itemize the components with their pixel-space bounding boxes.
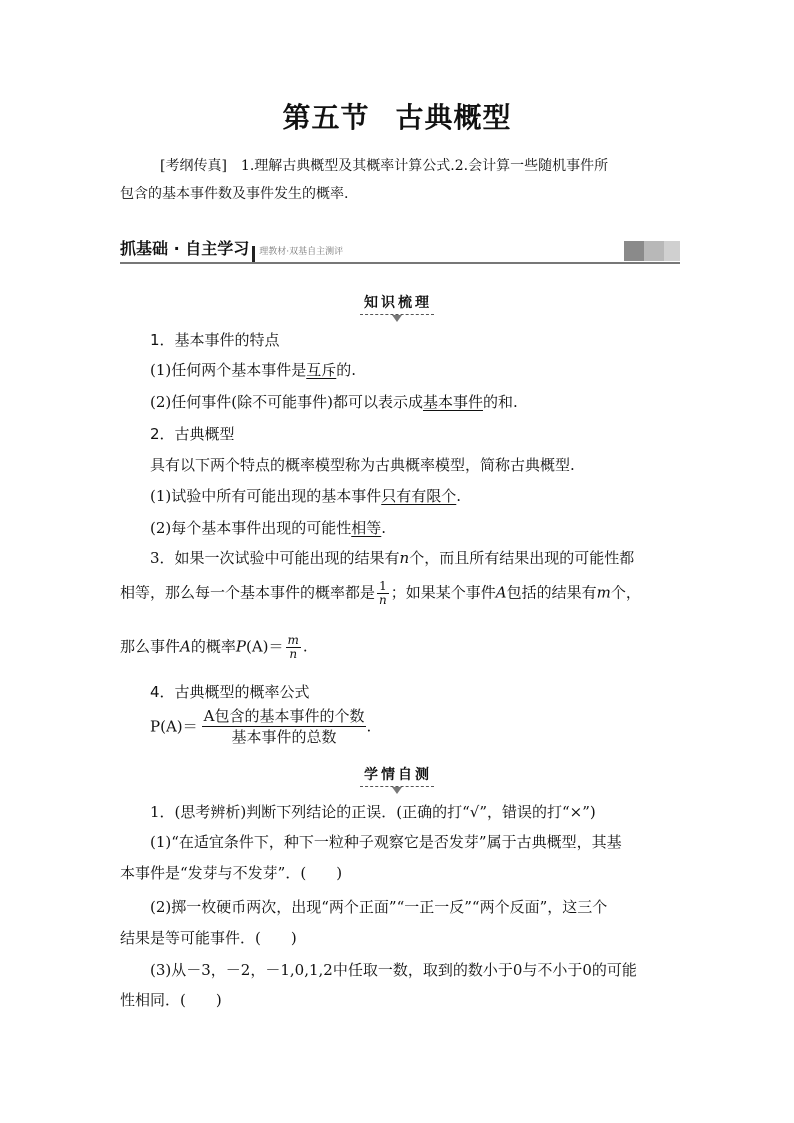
- banner-divider: [252, 246, 255, 262]
- item-3-line-1: 3．如果一次试验中可能出现的结果有n个，而且所有结果出现的可能性都: [150, 549, 635, 567]
- question-1-3-line-1: (3)从－3，－2，－1,0,1,2中任取一数，取到的数小于0与不小于0的可能: [150, 961, 637, 979]
- fraction-one-over-n: $\frac{1}{n}$: [379, 579, 387, 607]
- item-2-1: (1)试验中所有可能出现的基本事件只有有限个.: [150, 487, 462, 505]
- banner-title: 抓基础 · 自主学习: [120, 239, 250, 258]
- section-heading-selftest: 学情自测: [0, 764, 794, 787]
- heading-marker-icon: [392, 315, 402, 322]
- banner-decoration: [624, 241, 680, 261]
- question-1-2-line-2: 结果是等可能事件．( ): [120, 929, 297, 947]
- item-2-intro: 具有以下两个特点的概率模型称为古典概率模型，简称古典概型.: [150, 456, 575, 474]
- item-heading-4: 4．古典概型的概率公式: [150, 683, 310, 701]
- question-1-1-line-1: (1)“在适宜条件下，种下一粒种子观察它是否发芽”属于古典概型，其基: [150, 833, 622, 851]
- item-3-line-2: 相等，那么每一个基本事件的概率都是 $\frac{1}{n}$ ；如果某个事件A包括的结果有m个，: [120, 579, 641, 607]
- question-1-3-line-2: 性相同．( ): [120, 991, 222, 1009]
- page-title: [0, 96, 794, 136]
- probability-formula: P(A)＝ $\frac{\text{A包含的基本事件的个数}}{\text{基本事件的总数}}$ .: [150, 707, 372, 746]
- item-1-1: (1)任何两个基本事件是互斥的.: [150, 361, 357, 379]
- section-banner: [120, 238, 680, 264]
- syllabus-block: [120, 152, 680, 208]
- question-1-1-line-2: 本事件是“发芽与不发芽”．( ): [120, 864, 343, 882]
- question-1-2-line-1: (2)掷一枚硬币两次，出现“两个正面”“一正一反”“两个反面”，这三个: [150, 898, 608, 916]
- item-3-line-3: 那么事件A的概率P(A)＝ $\frac{m}{n}$ .: [120, 633, 308, 661]
- banner-subtitle: 理教材·双基自主测评: [259, 247, 344, 257]
- item-heading-2: 2．古典概型: [150, 425, 235, 443]
- fraction-m-over-n: $\frac{m}{n}$: [287, 633, 299, 661]
- item-2-2: (2)每个基本事件出现的可能性相等.: [150, 519, 387, 537]
- syllabus-line-2: 包含的基本事件数及事件发生的概率.: [120, 186, 349, 202]
- title-topic: 古典概型: [395, 101, 512, 134]
- heading-marker-icon: [392, 787, 402, 794]
- item-1-2: (2)任何事件(除不可能事件)都可以表示成基本事件的和.: [150, 393, 518, 411]
- item-heading-1: 1．基本事件的特点: [150, 331, 280, 349]
- formula-fraction: $\frac{\text{A包含的基本事件的个数}}{\text{基本事件的总数}}$: [203, 707, 365, 746]
- question-1: 1．(思考辨析)判断下列结论的正误．(正确的打“√”，错误的打“×”): [150, 803, 596, 821]
- syllabus-line-1: [考纲传真] 1.理解古典概型及其概率计算公式.2.会计算一些随机事件所: [160, 158, 609, 174]
- title-section-number: 第五节: [282, 101, 370, 134]
- section-heading-knowledge: 知识梳理: [0, 292, 794, 315]
